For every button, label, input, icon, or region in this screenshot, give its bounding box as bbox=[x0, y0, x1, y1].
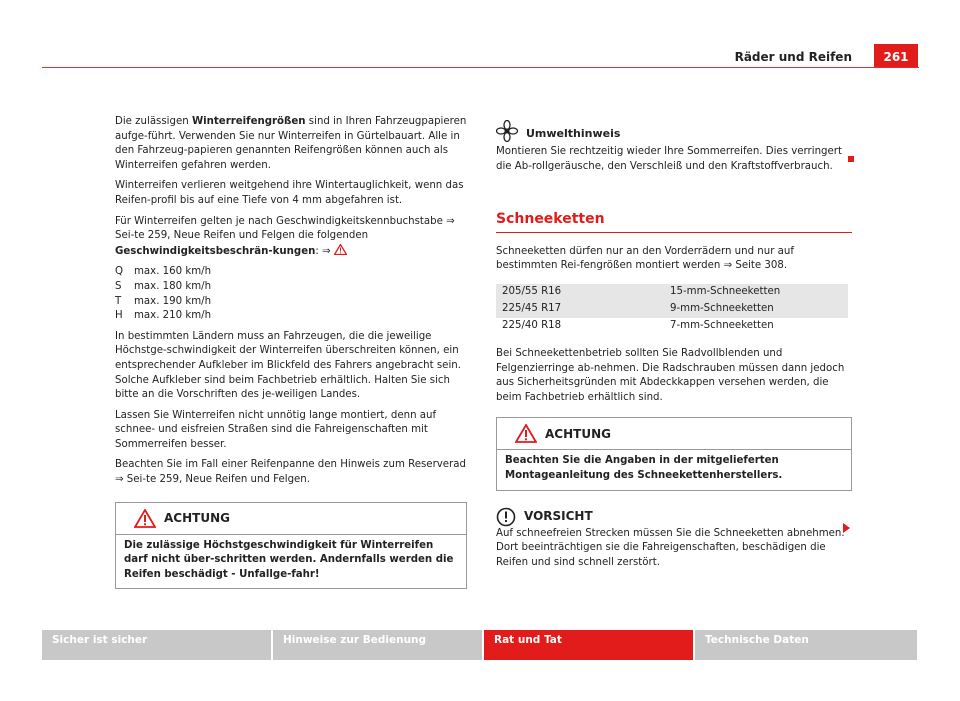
tab-sicher-ist-sicher[interactable]: Sicher ist sicher bbox=[42, 630, 271, 660]
flower-icon bbox=[496, 120, 518, 142]
speed-list bbox=[115, 265, 467, 323]
caution-icon bbox=[496, 507, 516, 527]
warning-box bbox=[115, 502, 467, 590]
footer-tabs bbox=[42, 630, 919, 660]
caution-title: VORSICHT bbox=[524, 509, 593, 524]
paragraph-speed-restriction: Für Winterreifen gelten je nach Geschwindigkeitskennbuchstabe ⇒ Sei-te 259, Neue Reifen und Felgen die folgenden Geschwindigkeitsbeschrän-kungen: ⇒ bbox=[115, 215, 455, 257]
table-row: 225/40 R18 7-mm-Schneeketten bbox=[502, 320, 774, 332]
header-rule bbox=[42, 67, 919, 68]
environment-note-header bbox=[496, 120, 852, 142]
caution-header bbox=[496, 507, 852, 527]
warning-title: ACHTUNG bbox=[545, 426, 611, 441]
list-item: T max. 190 km/h bbox=[115, 295, 212, 307]
environment-note-text: Montieren Sie rechtzeitig wieder Ihre Sommerreifen. Dies verringert die Ab-rollgeräusche, den Verschleiß und den Kraftstoffverbrauch. bbox=[496, 146, 842, 172]
section-title: Schneeketten bbox=[496, 212, 852, 233]
environment-note-title: Umwelthinweis bbox=[526, 127, 621, 141]
snow-chain-table bbox=[496, 284, 848, 335]
paragraph-hub-caps: Bei Schneekettenbetrieb sollten Sie Radvollblenden und Felgenzierringe ab-nehmen. Die Radschrauben müssen dann jedoch aus Sicherheitsgründen mit Abdeckkappen versehen werden, die beim Fachbetrieb erhältlich sind. bbox=[496, 347, 845, 403]
continue-arrow-icon bbox=[843, 523, 850, 533]
page-number: 261 bbox=[874, 44, 918, 68]
warning-box bbox=[496, 417, 852, 490]
list-item: S max. 180 km/h bbox=[115, 280, 212, 292]
paragraph-summer-tires: Lassen Sie Winterreifen nicht unnötig lange montiert, denn auf schnee- und eisfreien Straßen sind die Fahreigenschaften mit Sommerreifen besser. bbox=[115, 409, 437, 450]
paragraph-spare-wheel: Beachten Sie im Fall einer Reifenpanne den Hinweis zum Reserverad ⇒ Sei-te 259, Neue Reifen und Felgen. bbox=[115, 459, 466, 486]
warning-text: Beachten Sie die Angaben in der mitgelieferten Montageanleitung des Schneekettenherstellers. bbox=[505, 455, 783, 481]
list-item: Q max. 160 km/h bbox=[115, 266, 212, 278]
tab-hinweise-zur-bedienung[interactable]: Hinweise zur Bedienung bbox=[273, 630, 482, 660]
warning-triangle-icon bbox=[134, 509, 156, 528]
end-marker bbox=[848, 156, 854, 162]
table-row: 225/45 R17 9-mm-Schneeketten bbox=[496, 301, 848, 318]
caution-text: Auf schneefreien Strecken müssen Sie die Schneeketten abnehmen. Dort beeinträchtigen sie die Fahreigenschaften, beschädigen die Reifen und sind schnell zerstört. bbox=[496, 527, 845, 568]
left-column bbox=[115, 115, 467, 589]
warning-triangle-icon bbox=[515, 424, 537, 443]
warning-text: Die zulässige Höchstgeschwindigkeit für Winterreifen darf nicht über-schritten werden. Andernfalls werden die Reifen beschädigt - Unfallge-fahr! bbox=[124, 539, 454, 580]
paragraph-tread-depth: Winterreifen verlieren weitgehend ihre Wintertauglichkeit, wenn das Reifen-profil bis auf eine Tiefe von 4 mm abgefahren ist. bbox=[115, 180, 464, 206]
paragraph-sticker: In bestimmten Ländern muss an Fahrzeugen, die die jeweilige Höchstge-schwindigkeit der Winterreifen überschreiten können, ein entsprechender Aufkleber im Blickfeld des Fahrers angebracht sein. Solche Aufkleber sind beim Fachbetrieb erhältlich. Halten Sie sich bitte an die Vorschriften des je-weiligen Landes. bbox=[115, 330, 461, 401]
warning-title: ACHTUNG bbox=[164, 510, 230, 525]
tab-technische-daten[interactable]: Technische Daten bbox=[695, 630, 917, 660]
paragraph-snow-chain-intro: Schneeketten dürfen nur an den Vorderrädern und nur auf bestimmten Rei-fengrößen montiert werden ⇒ Seite 308. bbox=[496, 245, 794, 272]
header-title: Räder und Reifen bbox=[734, 50, 852, 64]
warning-triangle-icon bbox=[334, 244, 347, 255]
right-column bbox=[496, 120, 852, 576]
list-item: H max. 210 km/h bbox=[115, 310, 212, 322]
tab-rat-und-tat[interactable]: Rat und Tat bbox=[484, 630, 693, 660]
paragraph-tire-sizes: Die zulässigen Winterreifengrößen sind in Ihren Fahrzeugpapieren aufge-führt. Verwenden Sie nur Winterreifen in Gürtelbauart. Alle in den Fahrzeug-papieren genannten Reifengrößen können auch als Winterreifen gefahren werden. bbox=[115, 116, 467, 171]
table-row: 205/55 R16 15-mm-Schneeketten bbox=[496, 284, 848, 301]
